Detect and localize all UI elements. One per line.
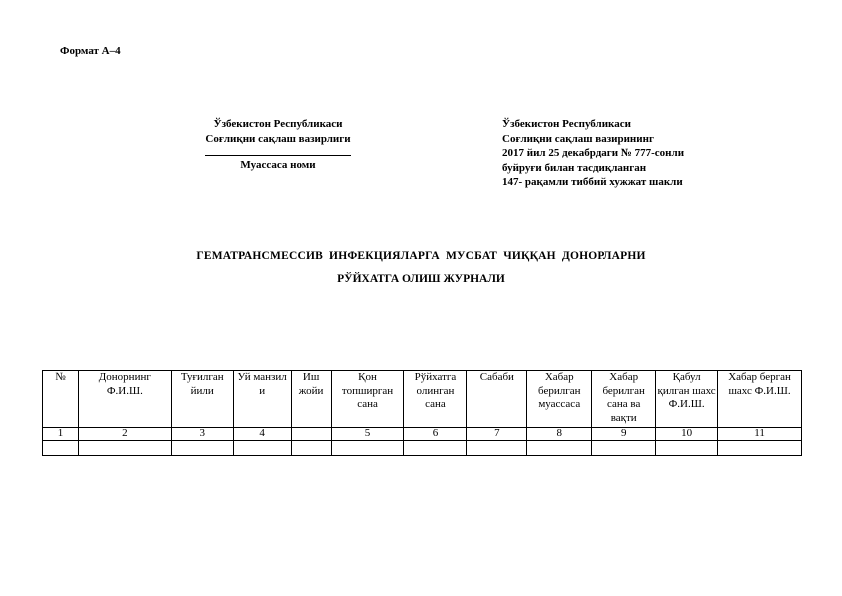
table-cell (656, 441, 718, 456)
column-number (291, 428, 331, 441)
table-cell (467, 441, 527, 456)
column-number: 7 (467, 428, 527, 441)
table-cell (718, 441, 802, 456)
approval-line-3: 2017 йил 25 декабрдаги № 777-сонли (502, 147, 685, 159)
journal-table (42, 370, 802, 456)
column-number: 4 (233, 428, 291, 441)
table-cell (592, 441, 656, 456)
document-title: ГЕМАТРАНСМЕССИВ ИНФЕКЦИЯЛАРГА МУСБАТ ЧИҚҚАН ДОНОРЛАРНИ (196, 250, 646, 262)
approval-line-4: буйруғи билан тасдиқланган (502, 161, 647, 174)
column-header: Сабаби (467, 371, 527, 428)
column-number: 8 (527, 428, 592, 441)
institution-name-line (205, 155, 351, 156)
republic-name: Ўзбекистон Республикаси (213, 118, 343, 130)
ministry-name: Соғлиқни сақлаш вазирлиги (205, 133, 351, 145)
column-number: 10 (656, 428, 718, 441)
column-number: 2 (78, 428, 171, 441)
column-number: 6 (404, 428, 467, 441)
table-cell (78, 441, 171, 456)
table-cell (233, 441, 291, 456)
column-header: Уй манзил и (233, 371, 291, 428)
approval-line-2: Соғлиқни сақлаш вазирининг (502, 132, 654, 145)
column-header: Хабар берган шахс Ф.И.Ш. (718, 371, 802, 428)
column-header: № (43, 371, 79, 428)
column-header: Қабул қилган шахс Ф.И.Ш. (656, 371, 718, 428)
approval-line-1: Ўзбекистон Республикаси (502, 118, 631, 130)
table-cell (291, 441, 331, 456)
column-number: 1 (43, 428, 79, 441)
column-number: 9 (592, 428, 656, 441)
column-number-row (43, 428, 802, 441)
format-label: Формат А–4 (60, 45, 121, 57)
column-number: 5 (331, 428, 404, 441)
column-number: 3 (171, 428, 233, 441)
institution-name-label: Муассаса номи (240, 159, 316, 171)
approval-line-5: 147- рақамли тиббий хужжат шакли (502, 176, 683, 188)
table-cell (43, 441, 79, 456)
table-cell (404, 441, 467, 456)
column-number: 11 (718, 428, 802, 441)
table-row (43, 441, 802, 456)
column-header: Хабар берилган муассаса (527, 371, 592, 428)
column-header: Хабар берилган сана ва вақти (592, 371, 656, 428)
column-header: Донорнинг Ф.И.Ш. (78, 371, 171, 428)
left-header (180, 117, 376, 173)
document-subtitle: РЎЙХАТГА ОЛИШ ЖУРНАЛИ (337, 273, 505, 285)
column-header: Туғилган йили (171, 371, 233, 428)
column-header: Иш жойи (291, 371, 331, 428)
table-cell (331, 441, 404, 456)
column-header: Қон топширган сана (331, 371, 404, 428)
column-header: Рўйхатга олинган сана (404, 371, 467, 428)
table-cell (171, 441, 233, 456)
table-cell (527, 441, 592, 456)
right-header (502, 117, 684, 190)
table-header-row (43, 371, 802, 428)
